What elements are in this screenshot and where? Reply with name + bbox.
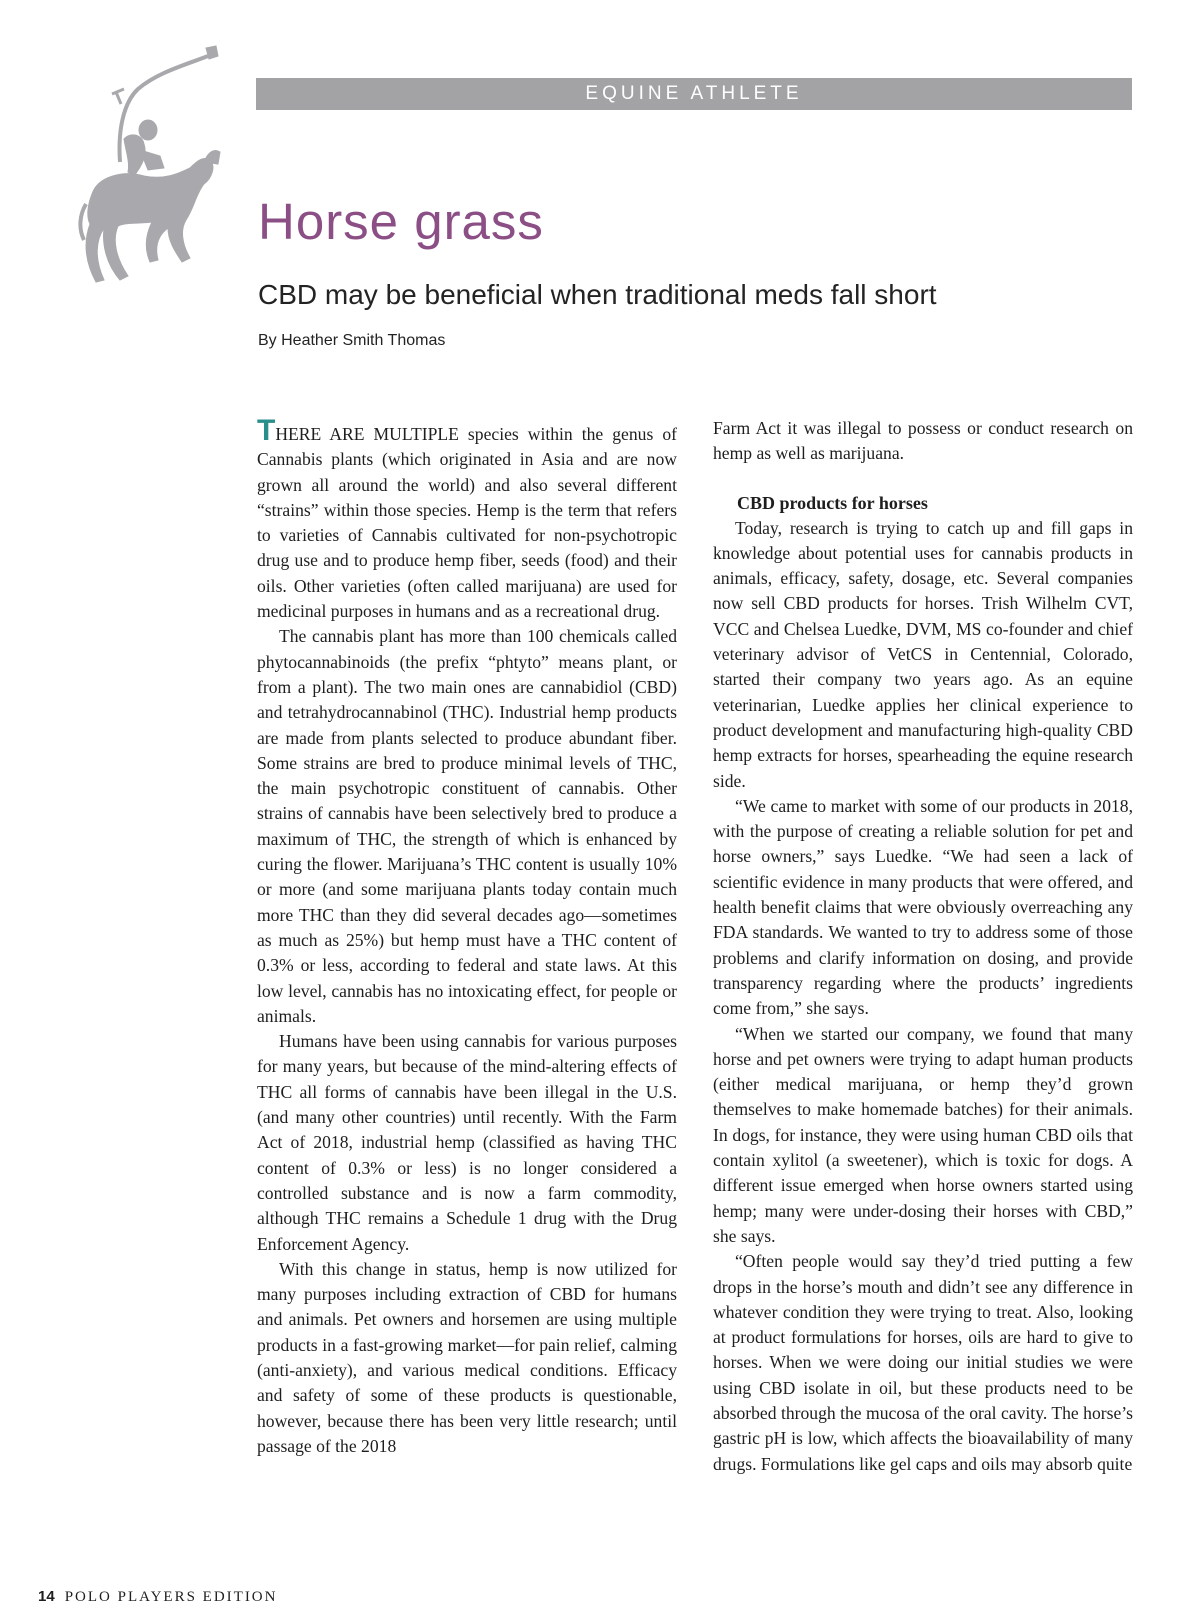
paragraph-8: “Often people would say they’d tried putting a few drops in the horse’s mouth and didn’t see any difference in whatever condition they were trying to treat. Also, looking at product formulations for horses, oils are hard to give to horses. When we were doing our initial studies we were using CBD isolate in oil, but these products need to be absorbed through the mucosa of the oral cavity. The horse’s gastric pH is low, which affects the bioavailability of many drugs. Formulations like gel caps and oils may absorb quite [713,1251,1133,1474]
article-column-left [257,416,677,1459]
paragraph-5: Today, research is trying to catch up and fill gaps in knowledge about potential uses for cannabis products in animals, efficacy, safety, dosage, etc. Several companies now sell CBD products for horses. Trish Wilhelm CVT, VCC and Chelsea Luedke, DVM, MS co-founder and chief veterinary advisor of VetCS in Centennial, Colorado, started their company two years ago. As an equine veterinarian, Luedke applies her clinical experience to product development and manufacturing high-quality CBD hemp extracts for horses, spearheading the equine research side. [713,517,1133,791]
page-footer [38,1588,277,1606]
section-header-bar: EQUINE ATHLETE [256,78,1132,110]
drop-cap: T [257,414,276,447]
lead-in: HERE ARE MULTIPLE [275,424,459,444]
article-byline: By Heather Smith Thomas [258,332,446,349]
section-subhead: CBD products for horses [737,492,928,513]
paragraph-2: The cannabis plant has more than 100 chemicals called phytocannabinoids (the prefix “phtyto” means plant, or from a plant). The two main ones are cannabidiol (CBD) and tetrahydrocannabinol (THC). Industrial hemp products are made from plants selected to produce abundant fiber. Some strains are bred to produce minimal levels of THC, the main psychotropic constituent of cannabis. Other strains of cannabis have been selectively bred to produce a maximum of THC, the strength of which is enhanced by curing the flower. Marijuana’s THC content is usually 10% or more (and some marijuana plants today contain much more THC than they did several decades ago—sometimes as much as 25%) but hemp must have a THC content of 0.3% or less, according to federal and state laws. At this low level, cannabis has no intoxicating effect, for people or animals. [257,626,677,1026]
paragraph-4-continued: Farm Act it was illegal to possess or conduct research on hemp as well as marijuana. [713,418,1133,464]
paragraph-7: “When we started our company, we found that many horse and pet owners were trying to adapt human products (either medical marijuana, or hemp they’d grown themselves to make homemade batches) for their animals. In dogs, for instance, they were using human CBD oils that contain xylitol (a sweetener), which is toxic for dogs. A different issue emerged when horse owners started using hemp; many were under-dosing their horses with CBD,” she says. [713,1023,1133,1246]
article-subtitle: CBD may be beneficial when traditional meds fall short [258,279,937,310]
paragraph-text: species within the genus of Cannabis plants (which originated in Asia and are now grown all around the world) and also several different “strains” within those species. Hemp is the term that refers to varieties of Cannabis cultivated for non-psychotropic drug use and to produce hemp fiber, seeds (food) and their oils. Other varieties (often called marijuana) are used for medicinal purposes in humans and as a recreational drug. [257,424,677,622]
article-column-right [713,416,1133,1477]
paragraph-1 [257,416,677,624]
polo-player-silhouette-icon [78,44,228,304]
publication-name: POLO PLAYERS EDITION [64,1589,278,1605]
paragraph-4: With this change in status, hemp is now utilized for many purposes including extraction of CBD for humans and animals. Pet owners and horsemen are using multiple products in a fast-growing market—for pain relief, calming (anti-anxiety), and various medical conditions. Efficacy and safety of some of these products is questionable, however, because there has been very little research; until passage of the 2018 [257,1258,677,1456]
paragraph-3: Humans have been using cannabis for various purposes for many years, but because of the mind-altering effects of THC all forms of cannabis have been illegal in the U.S. (and many other countries) until recently. With the Farm Act of 2018, industrial hemp (classified as having THC content of 0.3% or less) is no longer considered a controlled substance and is now a farm commodity, although THC remains a Schedule 1 drug with the Drug Enforcement Agency. [257,1031,677,1254]
article-title: Horse grass [258,193,544,250]
page-number: 14 [38,1588,55,1605]
paragraph-6: “We came to market with some of our products in 2018, with the purpose of creating a reliable solution for pet and horse owners,” says Luedke. “We had seen a lack of scientific evidence in many products that were offered, and health benefit claims that were obviously overreaching any FDA standards. We wanted to try to address some of those problems and clarify information on dosing, and provide transparency regarding where the products’ ingredients come from,” she says. [713,795,1133,1019]
